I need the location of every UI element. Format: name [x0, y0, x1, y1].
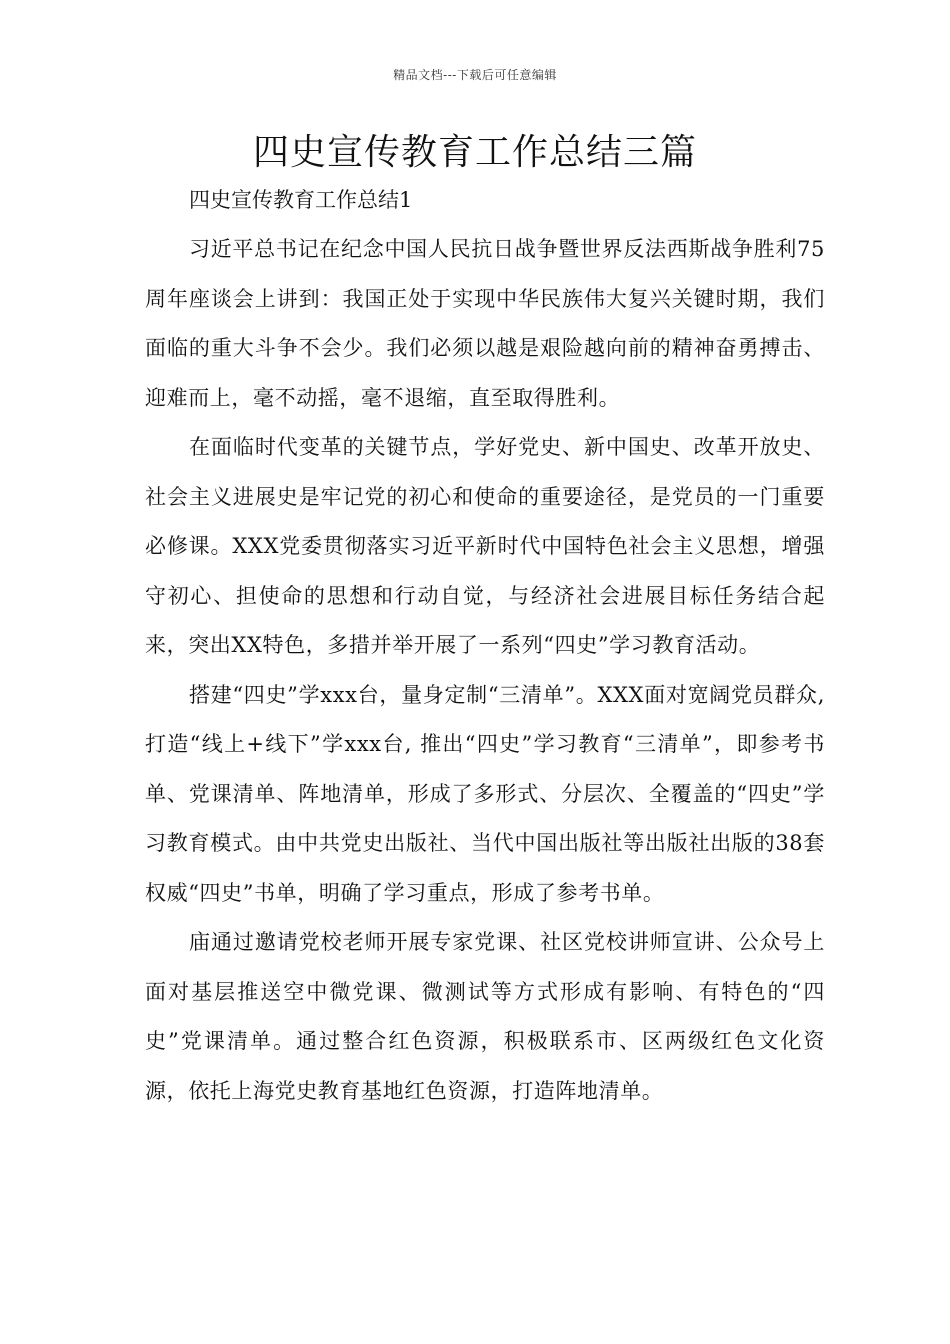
paragraph-4: 庙通过邀请党校老师开展专家党课、社区党校讲师宣讲、公众号上面对基层推送空中微党课、微测试等方式形成有影响、有特色的“四史”党课清单。通过整合红色资源，积极联系市、区两级红色文化资源，依托上海党史教育基地红色资源，打造阵地清单。	[145, 930, 825, 1103]
paragraph-3: 搭建“四史”学xxx台，量身定制“三清单”。XXX面对宽阔党员群众,打造“线上+线下”学xxx台, 推出“四史”学习教育“三清单”，即参考书单、党课清单、阵地清单，形成了多形式、分层次、全覆盖的“四史”学习教育模式。由中共党史出版社、当代中国出版社等出版社出版的38套权威“四史”书单，明确了学习重点，形成了参考书单。	[145, 682, 825, 905]
document-body	[145, 176, 825, 1116]
section-subheading: 四史宣传教育工作总结1	[189, 188, 413, 212]
document-title: 四史宣传教育工作总结三篇	[252, 132, 697, 173]
paragraph-1: 习近平总书记在纪念中国人民抗日战争暨世界反法西斯战争胜利75周年座谈会上讲到：我国正处于实现中华民族伟大复兴关键时期，我们面临的重大斗争不会少。我们必须以越是艰险越向前的精神奋勇搏击、迎难而上，毫不动摇，毫不退缩，直至取得胜利。	[145, 237, 825, 410]
header-note: 精品文档---下载后可任意编辑	[393, 68, 557, 82]
paragraph-2: 在面临时代变革的关键节点，学好党史、新中国史、改革开放史、社会主义进展史是牢记党的初心和使命的重要途径，是党员的一门重要必修课。XXX党委贯彻落实习近平新时代中国特色社会主义思想，增强守初心、担使命的思想和行动自觉，与经济社会进展目标任务结合起来，突出XX特色，多措并举开展了一系列“四史”学习教育活动。	[145, 435, 825, 657]
